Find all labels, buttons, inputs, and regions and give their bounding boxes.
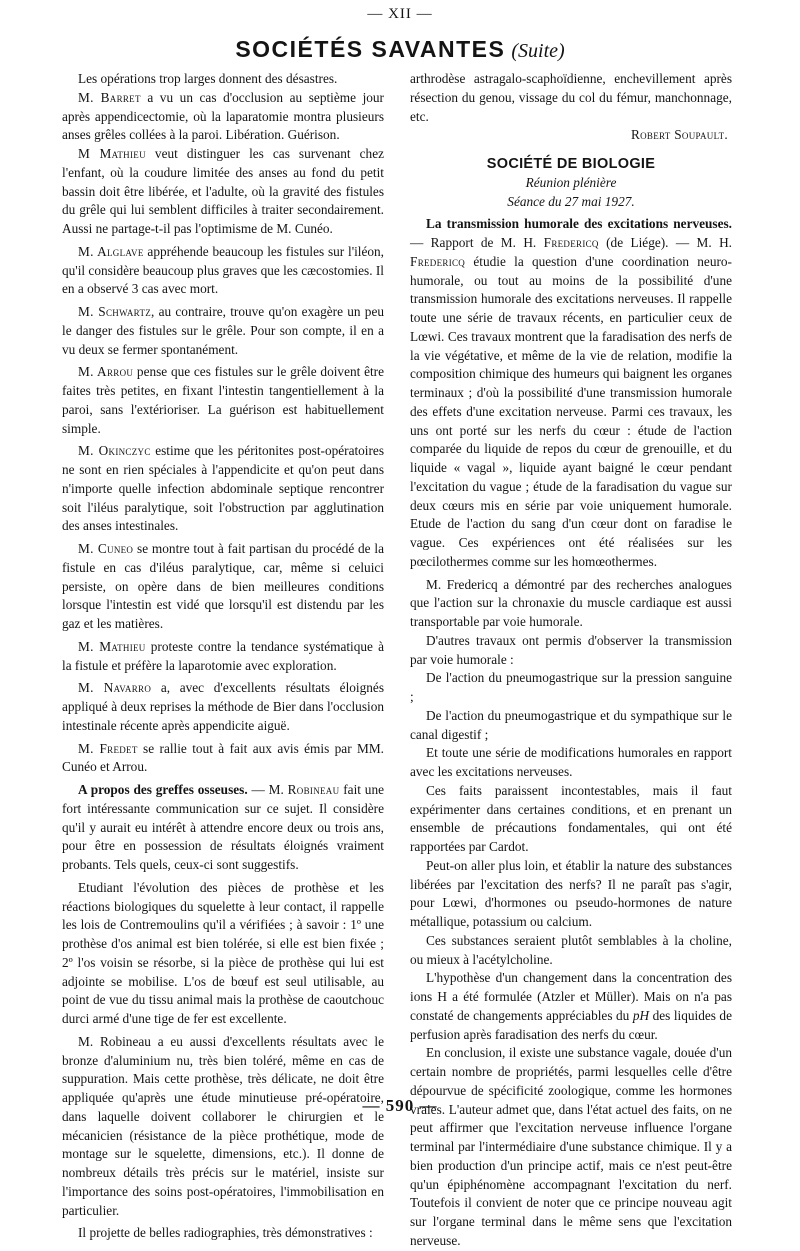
- paragraph: Ces faits paraissent incontestables, mais il faut expérimenter dans certaines conditions, et en prenant un ensemble de précautions fondamentales, qui ont été rapportées par Cardot.: [410, 782, 732, 854]
- paragraph: M. Arrou pense que ces fistules sur le grêle doivent être faites très petites, en fixant l'intestin tangentiellement à la paroi, sans l'extérioriser. La guérison est habituellement simple.: [62, 364, 384, 436]
- paragraph: M. Fredet se rallie tout à fait aux avis émis par MM. Cunéo et Arrou.: [62, 740, 384, 775]
- paragraph: A propos des greffes osseuses. — M. Robineau fait une fort intéressante communication sur ce sujet. Il considère qu'il y aurait eu intérêt à attendre encore deux ou trois ans, pour être en possession de résultats éloignés vraiment probants. Tels quels, ceux-ci sont suggestifs.: [62, 782, 385, 872]
- page-number: — 590 —: [362, 1096, 438, 1115]
- running-head-title: SOCIÉTÉS SAVANTES: [235, 36, 506, 62]
- paragraph: D'autres travaux ont permis d'observer la transmission par voie humorale :: [410, 632, 732, 667]
- paragraph: M Mathieu veut distinguer les cas survenant chez l'enfant, où la coudure limitée des anses au fond du petit bassin doit être libérée, et l'adulte, où la gravité des fistules du grêle qui lui semblent difficiles à traiter secondairement. Aussi ne partage-t-il pas l'optimisme de M. Cunéo.: [62, 146, 384, 236]
- paragraph: M. Mathieu proteste contre la tendance systématique à la fistule et préfère la laparotomie avec exploration.: [62, 638, 384, 673]
- paragraph: M. Cuneo se montre tout à fait partisan du procédé de la fistule en cas d'iléus paralytique, car, même si celuici persiste, on opère dans de bien meilleures conditions lorsque l'intestin est vidé que lorsqu'il est distendu par les gaz et les matières.: [62, 541, 384, 631]
- speaker-name: Fredericq: [543, 235, 599, 250]
- right-column: [410, 70, 732, 1251]
- topic-heading: La transmission humorale des excitations nerveuses.: [426, 216, 732, 232]
- ph-symbol: pH: [632, 1007, 650, 1023]
- speaker-name: M. Fredet: [78, 740, 138, 756]
- author-signature: Robert Soupault.: [630, 127, 728, 143]
- paragraph: La transmission humorale des excitations nerveuses. — Rapport de M. H. Fredericq (de Liége). — M. H. Fredericq étudie la question d'une coordination neuro-humorale, ou tout au moins de la possibilité d'une transmission humorale des excitations nerveuses. Il rappelle toute une série de travaux récents, en particulier ceux de Lœwi. Ces travaux montrent que la faradisation des nerfs de la vie végétative, et même de la vie de relation, modifie la composition chimique des humeurs qui baignent les organes terminaux ; d'où la possibilité d'une transmission humorale des effets d'une excitation nerveuse. Parmi ces travaux, les uns ont porté sur les nerfs du cœur : étude de l'action comparée du liquide de repos du cœur de grenouille, et du liquide « vagal », liquide ayant baigné le cœur pendant l'excitation du vague ; étude de la faradisation du vague sur deux cœurs mis en série par voie uniquement humorale. Etude de l'action du sang d'un cœur dont on faradise le vague. Ces expériences ont été réalisées sur les pœcilothermes comme sur les homœothermes.: [410, 216, 732, 569]
- paragraph: M. Fredericq a démontré par des recherches analogues que l'action sur la chronaxie du muscle cardiaque est aussi transportable par voie humorale.: [410, 576, 732, 629]
- left-column: [62, 70, 384, 1243]
- section-title: SOCIÉTÉ DE BIOLOGIE: [486, 156, 656, 172]
- paragraph: M. Navarro a, avec d'excellents résultats éloignés appliqué à deux reprises la méthode de Bier dans l'occlusion intestinale récente après appendicite aiguë.: [62, 680, 384, 733]
- speaker-name: M. Arrou: [78, 364, 134, 380]
- paragraph: Ces substances seraient plutôt semblables à la choline, ou mieux à l'acétylcholine.: [410, 932, 732, 967]
- paragraph: De l'action du pneumogastrique et du sympathique sur le canal digestif ;: [410, 707, 732, 742]
- paragraph: Etudiant l'évolution des pièces de prothèse et les réactions biologiques du squelette à leur contact, il rappelle les lois de Contremoulins qu'il a vérifiées ; à savoir : 1º une prothèse d'os animal est bien tolérée, si elle est bien fixée ; 2º l'os voisin se résorbe, si la pièce de prothèse qui lui est adjointe se mobilise. L'os de bœuf est seul utilisable, au point de vue du tissu animal mais la prothèse de caoutchouc durci armé d'une tige de fer est excellente.: [62, 879, 384, 1026]
- session-date: Séance du 27 mai 1927.: [507, 193, 635, 209]
- running-head-suite: (Suite): [511, 40, 565, 62]
- paragraph: M. Schwartz, au contraire, trouve qu'on exagère un peu le danger des fistules sur le grêle. Pour son compte, il en a vu deux se fermer spontanément.: [62, 304, 384, 357]
- speaker-name: Fredericq: [410, 253, 466, 269]
- paragraph: M. Robineau a eu aussi d'excellents résultats avec le bronze d'aluminium nu, très bien toléré, même en cas de suppuration. Mais cette prothèse, très délicate, ne doit être appliquée qu'après une étude minutieuse pré-opératoire, dans laquelle doivent collaborer le chirurgien et le mécanicien (résistance de la pièce prothétique, mode de montage sur le squelette, dimensions, etc.). Il donne de nombreux détails très précis sur le matériel, insiste sur l'importance des soins post-opératoires, l'immobilisation en particulier.: [62, 1033, 384, 1218]
- paragraph: M. Barret a vu un cas d'occlusion au septième jour après appendicectomie, où la laparatomie montra plusieurs anses grêles collées à la paroi. Libération. Guérison.: [62, 89, 384, 143]
- running-head: [0, 38, 800, 61]
- speaker-name: M. Alglave: [78, 243, 144, 259]
- paragraph: Les opérations trop larges donnent des désastres.: [78, 71, 338, 86]
- speaker-name: M. Barret: [78, 89, 141, 105]
- speaker-name: M Mathieu: [78, 146, 146, 161]
- paragraph: En conclusion, il existe une substance vagale, douée d'un certain nombre de propriétés, parmi lesquelles celle d'être dépourvue de spécificité zoologique, comme les hormones vraies. L'auteur admet que, dans l'état actuel des faits, on ne peut affirmer que l'excitation nerveuse influence l'organe terminal par l'intermédiaire d'une substance chimique. Il y a bien production d'un principe actif, mais ce n'est peut-être qu'un épiphénomène accompagnant l'excitation du nerf. Toutefois il convient de noter que ce principe nouveau agit sur l'organe terminal dans le même sens que l'excitation nerveuse.: [410, 1045, 732, 1248]
- speaker-name: M. Mathieu: [78, 638, 146, 654]
- topic-heading: A propos des greffes osseuses.: [78, 782, 248, 797]
- speaker-name: M. Schwartz: [78, 304, 152, 319]
- paragraph: Et toute une série de modifications humorales en rapport avec les excitations nerveuses.: [410, 745, 732, 779]
- paragraph: Il projette de belles radiographies, très démonstratives :: [78, 1225, 373, 1241]
- paragraph: L'hypothèse d'un changement dans la concentration des ions H a été formulée (Atzler et Müller). Mais on n'a pas constaté de changements appréciables du pH des liquides de perfusion après faradisation des nerfs du cœur.: [410, 970, 732, 1042]
- speaker-name: M. Navarro: [78, 680, 152, 696]
- speaker-name: M. Cuneo: [78, 541, 134, 556]
- paragraph: arthrodèse astragalo-scaphoïdienne, enchevillement après résection du genou, vissage du col du fémur, manchonnage, etc.: [410, 71, 732, 124]
- speaker-name: M. Okinczyc: [78, 443, 151, 459]
- paragraph: M. Alglave appréhende beaucoup les fistules sur l'iléon, qu'il considère beaucoup plus graves que les cæcostomies. Il en a observé 3 cas avec mort.: [62, 243, 385, 297]
- roman-page-number: — XII —: [367, 6, 433, 22]
- paragraph: De l'action du pneumogastrique sur la pression sanguine ;: [410, 670, 732, 704]
- section-subtitle: Réunion plénière: [525, 174, 617, 190]
- paragraph: M. Okinczyc estime que les péritonites post-opératoires ne sont en rien spéciales à l'appendicite et qu'on peut dans n'importe quelle infection abdominale septique rencontrer soit l'iléus paralytique, soit l'obstruction par agglutination des anses intestinales.: [62, 443, 385, 534]
- paragraph: Peut-on aller plus loin, et établir la nature des substances libérées par l'excitation des nerfs? Il ne paraît pas s'agir, pour Lœwi, d'hormones ou pseudo-hormones de nature métallique, potassium ou calcium.: [410, 857, 732, 929]
- speaker-name: Robineau: [287, 782, 340, 797]
